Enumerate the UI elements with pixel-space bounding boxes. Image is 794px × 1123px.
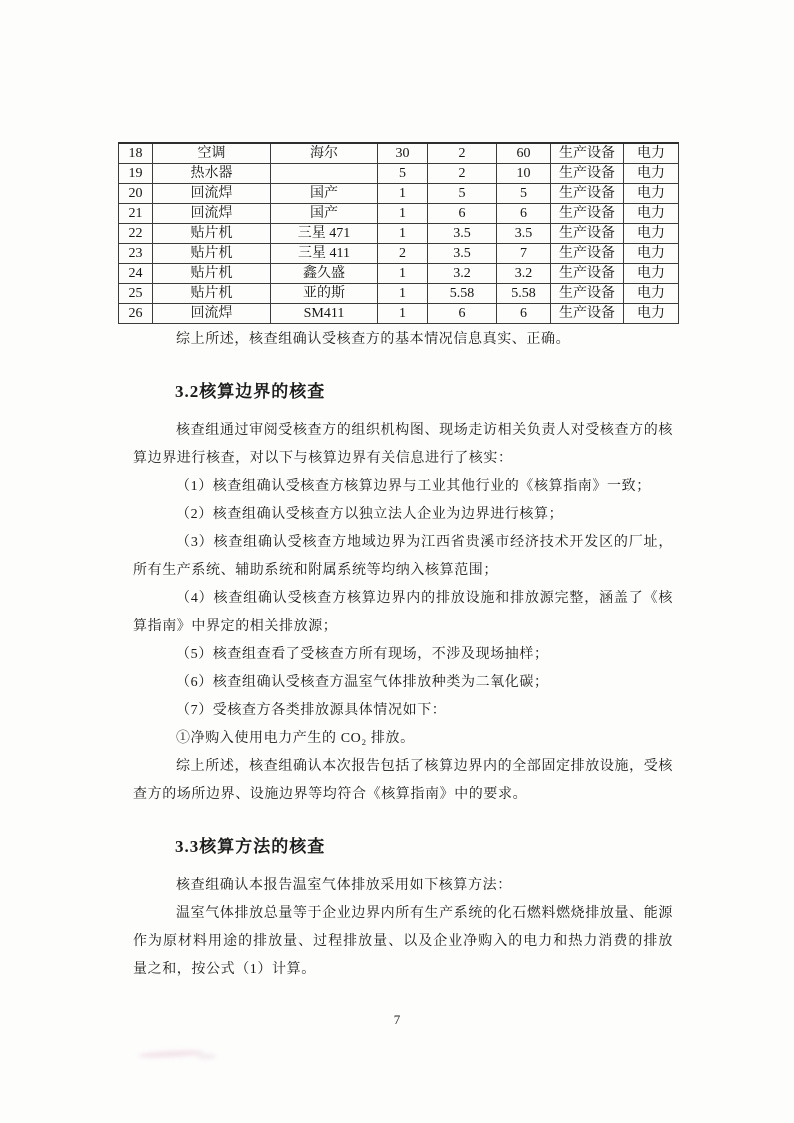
paragraph: ①净购入使用电力产生的 CO₂ 排放。 (176, 731, 415, 746)
table-cell: 6 (497, 304, 551, 324)
table-cell: 1 (378, 304, 428, 324)
table-cell: 2 (428, 164, 497, 184)
paragraph: （7）受核查方各类排放源具体情况如下： (176, 703, 447, 718)
table-cell: 生产设备 (551, 304, 624, 324)
table-cell: 回流焊 (153, 204, 271, 224)
paragraph: （1）核查组确认受核查方核算边界与工业其他行业的《核算指南》一致； (176, 479, 651, 494)
table-cell: 18 (119, 143, 153, 164)
table-cell: 23 (119, 244, 153, 264)
table-cell: 6 (428, 204, 497, 224)
table-cell: 1 (378, 284, 428, 304)
table-cell: 电力 (624, 204, 679, 224)
table-cell: 贴片机 (153, 244, 271, 264)
table-row (119, 264, 679, 284)
table-cell: 生产设备 (551, 224, 624, 244)
table-row (119, 304, 679, 324)
table-cell: 2 (378, 244, 428, 264)
table-cell: 1 (378, 184, 428, 204)
table-cell: 5 (378, 164, 428, 184)
table-cell: 3.5 (428, 244, 497, 264)
page-number: 7 (393, 1012, 401, 1027)
equipment-table (118, 142, 679, 324)
table-cell: 20 (119, 184, 153, 204)
table-cell: 生产设备 (551, 284, 624, 304)
table-cell: 19 (119, 164, 153, 184)
table-cell: 生产设备 (551, 164, 624, 184)
table-cell: 电力 (624, 224, 679, 244)
table-cell: 5 (497, 184, 551, 204)
table-cell: 国产 (271, 184, 378, 204)
table-cell: 60 (497, 143, 551, 164)
table-cell: SM411 (271, 304, 378, 324)
table-cell: 1 (378, 204, 428, 224)
table-cell: 国产 (271, 204, 378, 224)
table-cell: 生产设备 (551, 264, 624, 284)
table-cell: 1 (378, 264, 428, 284)
table-cell: 5.58 (497, 284, 551, 304)
scan-artifact (138, 1049, 204, 1058)
table-cell: 30 (378, 143, 428, 164)
table-row (119, 244, 679, 264)
table-cell: 电力 (624, 164, 679, 184)
table-cell: 6 (428, 304, 497, 324)
table-cell: 三星 471 (271, 224, 378, 244)
table-row (119, 143, 679, 164)
table-cell: 贴片机 (153, 264, 271, 284)
document-body (133, 326, 673, 984)
table-cell: 3.5 (428, 224, 497, 244)
section-heading: 3.3核算方法的核查 (175, 837, 326, 856)
table-cell: 回流焊 (153, 304, 271, 324)
table-row (119, 164, 679, 184)
section-heading: 3.2核算边界的核查 (175, 382, 326, 401)
table-cell: 鑫久盛 (271, 264, 378, 284)
table-cell: 电力 (624, 184, 679, 204)
table-cell: 6 (497, 204, 551, 224)
table-cell: 电力 (624, 143, 679, 164)
table-cell: 电力 (624, 244, 679, 264)
table-cell: 电力 (624, 304, 679, 324)
paragraph: （5）核查组查看了受核查方所有现场，不涉及现场抽样； (176, 647, 549, 662)
table-cell: 7 (497, 244, 551, 264)
paragraph: （4）核查组确认受核查方核算边界内的排放设施和排放源完整，涵盖了《核算指南》中界定的相关排放源； (133, 591, 673, 634)
table-cell: 24 (119, 264, 153, 284)
table-cell: 1 (378, 224, 428, 244)
table-cell: 贴片机 (153, 224, 271, 244)
table-cell: 22 (119, 224, 153, 244)
table-cell: 电力 (624, 264, 679, 284)
table-cell: 3.5 (497, 224, 551, 244)
table-cell (271, 164, 378, 184)
paragraph: 综上所述，核查组确认受核查方的基本情况信息真实、正确。 (176, 332, 571, 347)
paragraph: 核查组确认本报告温室气体排放采用如下核算方法： (176, 878, 512, 893)
equipment-table-body (119, 143, 679, 324)
paragraph: （2）核查组确认受核查方以独立法人企业为边界进行核算； (176, 507, 564, 522)
table-cell: 亚的斯 (271, 284, 378, 304)
table-cell: 26 (119, 304, 153, 324)
table-cell: 空调 (153, 143, 271, 164)
paragraph: 温室气体排放总量等于企业边界内所有生产系统的化石燃料燃烧排放量、能源作为原材料用途的排放量、过程排放量、以及企业净购入的电力和热力消费的排放量之和，按公式（1）计算。 (133, 906, 673, 977)
table-cell: 3.2 (428, 264, 497, 284)
paragraph: （3）核查组确认受核查方地域边界为江西省贵溪市经济技术开发区的厂址，所有生产系统、辅助系统和附属系统等均纳入核算范围； (133, 535, 673, 578)
table-cell: 5 (428, 184, 497, 204)
table-cell: 海尔 (271, 143, 378, 164)
table-cell: 2 (428, 143, 497, 164)
paragraph: 核查组通过审阅受核查方的组织机构图、现场走访相关负责人对受核查方的核算边界进行核查，对以下与核算边界有关信息进行了核实： (133, 423, 673, 466)
table-cell: 3.2 (497, 264, 551, 284)
table-row (119, 284, 679, 304)
scan-artifact (196, 1054, 216, 1059)
table-row (119, 184, 679, 204)
table-cell: 生产设备 (551, 184, 624, 204)
paragraph: 综上所述，核查组确认本次报告包括了核算边界内的全部固定排放设施，受核查方的场所边界、设施边界等均符合《核算指南》中的要求。 (133, 759, 673, 802)
table-cell: 21 (119, 204, 153, 224)
table-cell: 5.58 (428, 284, 497, 304)
table-cell: 电力 (624, 284, 679, 304)
table-cell: 贴片机 (153, 284, 271, 304)
table-row (119, 204, 679, 224)
table-cell: 生产设备 (551, 244, 624, 264)
table-cell: 生产设备 (551, 143, 624, 164)
table-cell: 25 (119, 284, 153, 304)
paragraph: （6）核查组确认受核查方温室气体排放种类为二氧化碳； (176, 675, 549, 690)
table-cell: 回流焊 (153, 184, 271, 204)
table-cell: 10 (497, 164, 551, 184)
table-cell: 生产设备 (551, 204, 624, 224)
table-row (119, 224, 679, 244)
table-cell: 热水器 (153, 164, 271, 184)
table-cell: 三星 411 (271, 244, 378, 264)
